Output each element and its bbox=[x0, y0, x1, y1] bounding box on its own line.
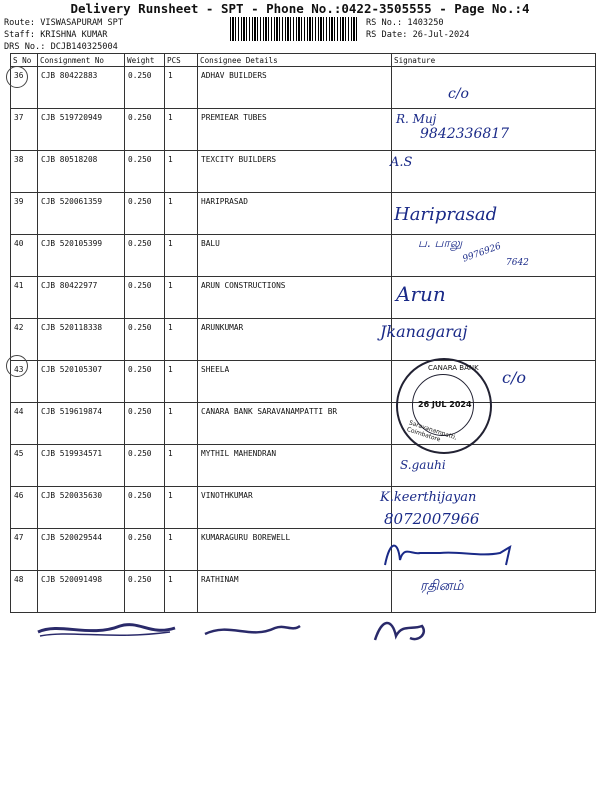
table-row bbox=[11, 319, 596, 361]
cell-sno: 40 bbox=[11, 235, 38, 277]
stamp-branch: Saravanampatti, Coimbatore bbox=[405, 419, 458, 444]
col-consignee: Consignee Details bbox=[198, 54, 392, 67]
rs-number: RS No.: 1403250 bbox=[366, 18, 444, 28]
cell-weight: 0.250 bbox=[125, 529, 165, 571]
col-signature: Signature bbox=[392, 54, 596, 67]
cell-consignment: CJB 520105399 bbox=[38, 235, 125, 277]
route-label: Route: VISWASAPURAM SPT bbox=[4, 18, 123, 28]
cell-signature bbox=[392, 151, 596, 193]
cell-pcs: 1 bbox=[165, 193, 198, 235]
signature-46-phone: 8072007966 bbox=[384, 510, 480, 528]
stamp-date: 26 JUL 2024 bbox=[418, 400, 472, 409]
cell-weight: 0.250 bbox=[125, 109, 165, 151]
cell-consignee: ARUNKUMAR bbox=[198, 319, 392, 361]
cell-pcs: 1 bbox=[165, 109, 198, 151]
footer-signature-1 bbox=[38, 625, 175, 632]
cell-sno: 37 bbox=[11, 109, 38, 151]
signature-40-phone-b: 7642 bbox=[506, 258, 529, 268]
signature-46-name: K.keerthijayan bbox=[380, 490, 477, 505]
col-sno: S No bbox=[11, 54, 38, 67]
cell-pcs: 1 bbox=[165, 403, 198, 445]
table-row bbox=[11, 487, 596, 529]
cell-consignee: RATHINAM bbox=[198, 571, 392, 613]
cell-weight: 0.250 bbox=[125, 235, 165, 277]
signature-47 bbox=[380, 535, 530, 575]
staff-label: Staff: KRISHNA KUMAR bbox=[4, 30, 108, 40]
cell-consignment: CJB 519934571 bbox=[38, 445, 125, 487]
cell-consignment: CJB 520118338 bbox=[38, 319, 125, 361]
signature-37-name: R. Muj bbox=[396, 112, 437, 126]
table-row bbox=[11, 277, 596, 319]
cell-consignee: ADHAV BUILDERS bbox=[198, 67, 392, 109]
rs-date: RS Date: 26-Jul-2024 bbox=[366, 30, 470, 40]
cell-pcs: 1 bbox=[165, 445, 198, 487]
cell-sno: 42 bbox=[11, 319, 38, 361]
barcode bbox=[230, 17, 358, 41]
table-row bbox=[11, 151, 596, 193]
signature-42: Jkanagaraj bbox=[380, 322, 468, 341]
cell-consignee: MYTHIL MAHENDRAN bbox=[198, 445, 392, 487]
cell-sno: 36 bbox=[11, 67, 38, 109]
cell-sno: 44 bbox=[11, 403, 38, 445]
cell-consignment: CJB 520035630 bbox=[38, 487, 125, 529]
cell-consignee: ARUN CONSTRUCTIONS bbox=[198, 277, 392, 319]
drs-label: DRS No.: DCJB140325004 bbox=[4, 42, 118, 52]
cell-pcs: 1 bbox=[165, 319, 198, 361]
circle-mark-43 bbox=[6, 355, 28, 377]
cell-sno: 41 bbox=[11, 277, 38, 319]
footer-signature-1b bbox=[40, 632, 170, 636]
signature-38: A.S bbox=[390, 155, 413, 170]
cell-consignment: CJB 519619874 bbox=[38, 403, 125, 445]
cell-consignment: CJB 520091498 bbox=[38, 571, 125, 613]
stamp-bank-name: CANARA BANK bbox=[428, 364, 479, 372]
cell-sno: 39 bbox=[11, 193, 38, 235]
col-consignment: Consignment No bbox=[38, 54, 125, 67]
runsheet-title: Delivery Runsheet - SPT - Phone No.:0422-3505555 - Page No.:4 bbox=[70, 1, 530, 16]
table-header-row bbox=[11, 54, 596, 67]
cell-consignment: CJB 520029544 bbox=[38, 529, 125, 571]
signature-39: Hariprasad bbox=[394, 204, 498, 225]
cell-consignee: SHEELA bbox=[198, 361, 392, 403]
cell-consignment: CJB 520061359 bbox=[38, 193, 125, 235]
signature-36: c/o bbox=[448, 86, 469, 102]
bank-stamp bbox=[396, 358, 492, 454]
footer-signatures bbox=[30, 612, 570, 652]
cell-consignment: CJB 520105307 bbox=[38, 361, 125, 403]
cell-pcs: 1 bbox=[165, 235, 198, 277]
cell-consignee: BALU bbox=[198, 235, 392, 277]
signature-47-stroke bbox=[385, 546, 510, 565]
cell-sno: 43 bbox=[11, 361, 38, 403]
cell-pcs: 1 bbox=[165, 67, 198, 109]
cell-weight: 0.250 bbox=[125, 445, 165, 487]
signature-48: ரதினம் bbox=[420, 578, 464, 594]
cell-consignment: CJB 519720949 bbox=[38, 109, 125, 151]
table-row bbox=[11, 235, 596, 277]
cell-consignee: TEXCITY BUILDERS bbox=[198, 151, 392, 193]
cell-weight: 0.250 bbox=[125, 571, 165, 613]
cell-pcs: 1 bbox=[165, 277, 198, 319]
cell-consignee: KUMARAGURU BOREWELL bbox=[198, 529, 392, 571]
cell-pcs: 1 bbox=[165, 361, 198, 403]
table-row bbox=[11, 571, 596, 613]
cell-pcs: 1 bbox=[165, 571, 198, 613]
cell-consignee: PREMIEAR TUBES bbox=[198, 109, 392, 151]
cell-consignment: CJB 80518208 bbox=[38, 151, 125, 193]
col-weight: Weight bbox=[125, 54, 165, 67]
table-row bbox=[11, 403, 596, 445]
cell-pcs: 1 bbox=[165, 487, 198, 529]
circle-mark-36 bbox=[6, 66, 28, 88]
cell-consignee: HARIPRASAD bbox=[198, 193, 392, 235]
cell-weight: 0.250 bbox=[125, 277, 165, 319]
cell-sno: 47 bbox=[11, 529, 38, 571]
cell-weight: 0.250 bbox=[125, 319, 165, 361]
signature-43: c/o bbox=[502, 368, 526, 387]
signature-40-phone-a: 9976926 bbox=[461, 241, 503, 265]
cell-weight: 0.250 bbox=[125, 487, 165, 529]
table-row bbox=[11, 445, 596, 487]
table-row bbox=[11, 67, 596, 109]
cell-weight: 0.250 bbox=[125, 403, 165, 445]
cell-weight: 0.250 bbox=[125, 151, 165, 193]
cell-sno: 45 bbox=[11, 445, 38, 487]
cell-sno: 48 bbox=[11, 571, 38, 613]
cell-consignment: CJB 80422977 bbox=[38, 277, 125, 319]
cell-pcs: 1 bbox=[165, 151, 198, 193]
table-row bbox=[11, 193, 596, 235]
footer-signature-3 bbox=[375, 623, 424, 640]
footer-signature-2 bbox=[205, 626, 300, 634]
cell-weight: 0.250 bbox=[125, 361, 165, 403]
cell-weight: 0.250 bbox=[125, 67, 165, 109]
cell-consignment: CJB 80422883 bbox=[38, 67, 125, 109]
signature-40-name: ப. பாலு bbox=[418, 236, 463, 250]
signature-37-phone: 9842336817 bbox=[420, 126, 510, 142]
signature-45: S.gauhi bbox=[400, 458, 446, 472]
signature-41: Arun bbox=[396, 282, 446, 306]
cell-consignee: CANARA BANK SARAVANAMPATTI BR bbox=[198, 403, 392, 445]
cell-sno: 38 bbox=[11, 151, 38, 193]
col-pcs: PCS bbox=[165, 54, 198, 67]
cell-signature bbox=[392, 67, 596, 109]
cell-weight: 0.250 bbox=[125, 193, 165, 235]
cell-sno: 46 bbox=[11, 487, 38, 529]
cell-pcs: 1 bbox=[165, 529, 198, 571]
cell-consignee: VINOTHKUMAR bbox=[198, 487, 392, 529]
